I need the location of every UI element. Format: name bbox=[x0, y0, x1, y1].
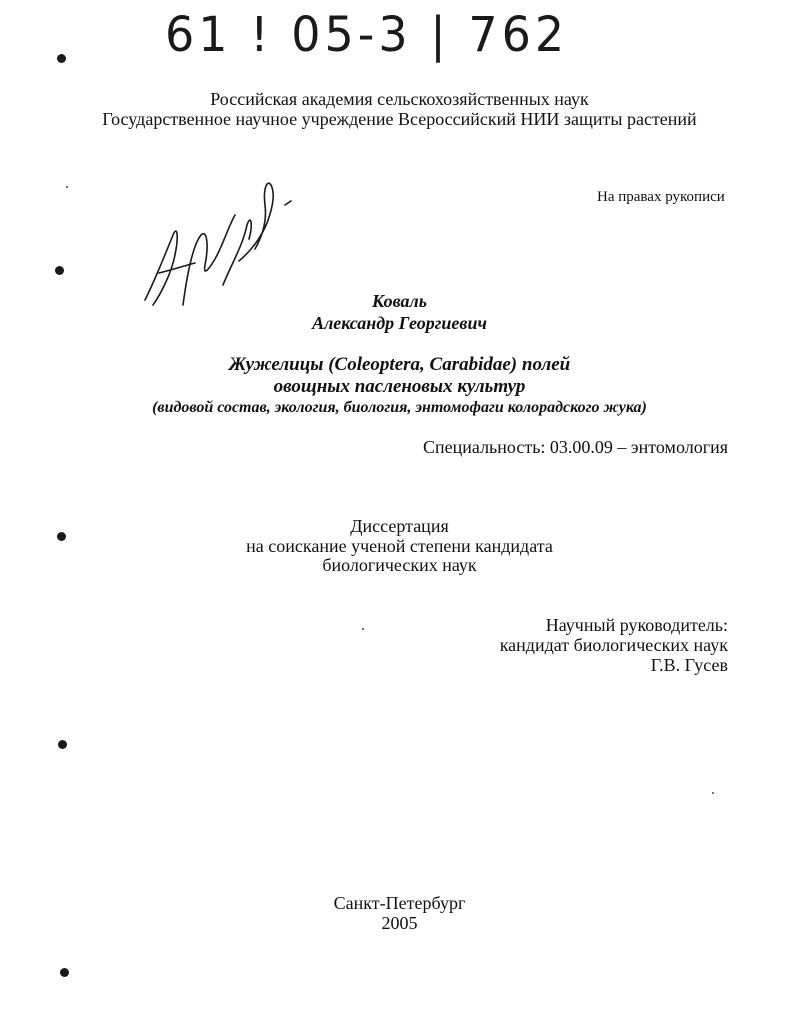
scan-speck bbox=[712, 792, 714, 794]
dissertation-field: биологических наук bbox=[322, 555, 477, 575]
binder-hole-mark bbox=[55, 266, 64, 275]
city: Санкт-Петербург bbox=[333, 893, 466, 913]
author-given-names: Александр Георгиевич bbox=[312, 313, 487, 333]
institution-name: Государственное научное учреждение Всероссийский НИИ защиты растений bbox=[102, 109, 697, 129]
thesis-title-line-2: овощных пасленовых культур bbox=[273, 376, 526, 397]
supervisor-name: Г.В. Гусев bbox=[650, 655, 728, 675]
thesis-title-line-1: Жужелицы (Coleoptera, Carabidae) полей bbox=[228, 354, 571, 375]
supervisor-label: Научный руководитель: bbox=[545, 615, 728, 635]
handwritten-archive-number: 61 ! 05-3 | 762 bbox=[165, 6, 569, 63]
thesis-subtitle: (видовой состав, экология, биология, энтомофаги колорадского жука) bbox=[152, 399, 647, 416]
scan-speck bbox=[362, 628, 364, 630]
binder-hole-mark bbox=[58, 740, 67, 749]
specialty: Специальность: 03.00.09 – энтомология bbox=[423, 437, 728, 457]
academy-name: Российская академия сельскохозяйственных наук bbox=[210, 89, 589, 109]
rights-note: На правах рукописи bbox=[597, 189, 725, 205]
year: 2005 bbox=[381, 913, 418, 933]
binder-hole-mark bbox=[57, 54, 66, 63]
binder-hole-mark bbox=[60, 968, 69, 977]
supervisor-degree: кандидат биологических наук bbox=[499, 635, 728, 655]
dissertation-label: Диссертация bbox=[350, 516, 449, 536]
dissertation-degree: на соискание ученой степени кандидата bbox=[246, 536, 553, 556]
author-surname: Коваль bbox=[372, 291, 427, 311]
scan-speck bbox=[66, 186, 68, 188]
